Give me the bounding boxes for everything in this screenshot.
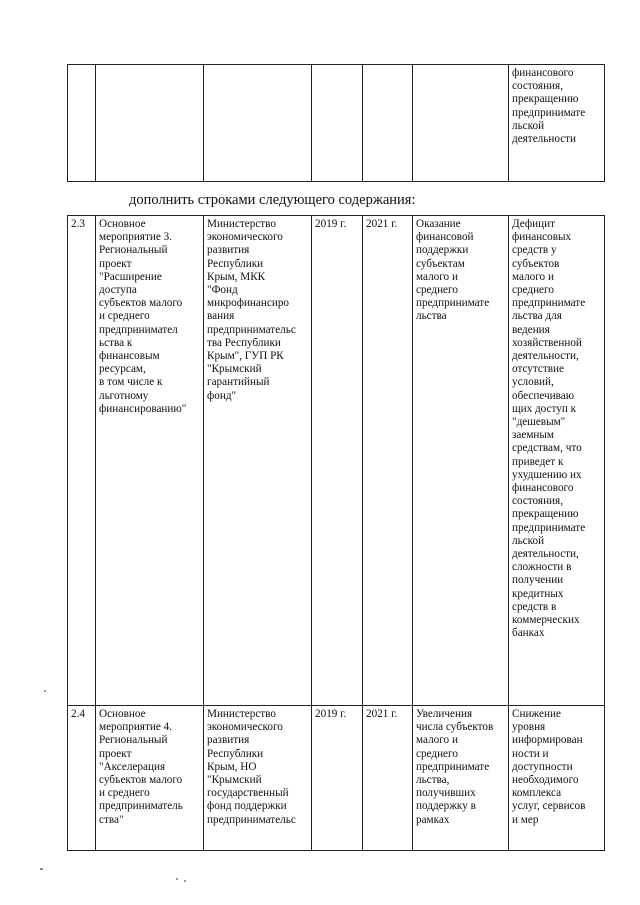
text-line: проект [99,257,132,270]
table-row [68,65,605,182]
text-line: предпринимате [416,297,490,310]
text-line: кредитных [512,587,564,600]
text-line: предпринимате [416,760,490,773]
text-line: щих доступ к [512,402,577,415]
text-line: состояния, [512,80,563,93]
text-line: льства для [512,310,562,323]
scan-speck [184,880,186,882]
cell-consequence [509,706,605,851]
text-line: предпринимательс [207,323,296,336]
text-line: деятельности [512,133,577,146]
text-line: комплекса [512,787,562,800]
text-line: хозяйственной [512,336,582,349]
text-line: финансового [512,67,574,79]
intro-paragraph: дополнить строками следующего содержания: [129,192,416,208]
text-line: предпринимате [512,521,586,534]
text-line: "Крымский [207,363,262,376]
cell-start [312,65,363,182]
scan-speck [40,868,43,870]
text-line: рамках [416,813,450,826]
text-line: развития [207,244,250,257]
text-line: Основное [99,218,146,230]
text-line: "Акселерация [99,760,166,773]
text-line: Основное [99,708,146,720]
table-row [68,706,605,851]
text-line: государственный [207,787,289,800]
text-line: деятельности, [512,548,579,561]
text-line: получивших [416,787,476,800]
text-line: финансовым [99,350,160,363]
text-line: ведения [512,323,550,336]
text-line: фонд поддержки [207,800,287,813]
text-line: банках [512,627,545,640]
text-line: обеспечиваю [512,389,575,402]
cell-start: 2019 г. [312,216,363,706]
cell-num: 2.4 [68,706,96,851]
cell-executor [204,216,312,706]
text-line: коммерческих [512,614,580,627]
text-line: льства [416,310,447,323]
scan-speck [176,878,178,880]
text-line: уровня [512,721,546,734]
text-line: заемным [512,429,555,442]
text-line: предпринимательс [207,813,296,826]
text-line: и среднего [99,787,150,800]
cell-num [68,65,96,182]
text-line: средств у [512,244,557,257]
text-line: финансового [512,482,574,495]
text-line: необходимого [512,774,579,787]
text-line: Республики [207,257,264,270]
text-line: деятельности, [512,350,579,363]
text-line: Оказание [416,218,461,230]
text-line: среднего [416,284,458,297]
text-line: мероприятие 3. [99,231,172,244]
text-line: субъектам [416,257,465,270]
cell-num: 2.3 [68,216,96,706]
text-line: мероприятие 4. [99,721,172,734]
text-line: средствам, что [512,442,582,455]
cell-event [96,706,204,851]
text-line: Региональный [99,734,168,747]
cell-consequence [509,65,605,182]
text-line: ухудшению их [512,468,582,481]
text-line: состояния, [512,495,563,508]
text-line: Увеличения [416,708,473,720]
text-line: предпринимател [99,323,178,336]
text-line: среднего [416,747,458,760]
text-line: ства" [99,813,124,826]
text-line: Министерство [207,708,276,720]
text-line: Крым, МКК [207,270,266,283]
text-line: отсутствие [512,363,564,376]
text-line: микрофинансиро [207,297,290,310]
text-line: поддержку в [416,800,476,813]
table-row [68,216,605,706]
text-line: Крым", ГУП РК [207,350,284,363]
text-line: финансированию" [99,402,187,415]
cell-consequence [509,216,605,706]
text-line: Дефицит [512,218,555,230]
text-line: гарантийный [207,376,270,389]
text-line: в том числе к [99,376,163,389]
cell-result [413,216,509,706]
text-line: ности и [512,747,549,760]
text-line: субъектов малого [99,297,183,310]
text-line: и среднего [99,310,150,323]
text-line: финансовых [512,231,572,244]
cell-result [413,706,509,851]
cell-end: 2021 г. [363,706,413,851]
text-line: предприниматель [99,800,183,813]
cell-start: 2019 г. [312,706,363,851]
text-line: "Крымский [207,774,262,787]
cell-event [96,216,204,706]
text-line: Снижение [512,708,561,720]
text-line: ьства к [99,336,133,349]
text-line: льской [512,119,545,132]
text-line: малого и [512,270,554,283]
text-line: условий, [512,376,554,389]
text-line: Крым, НО [207,760,257,773]
text-line: ресурсам, [99,363,146,376]
text-line: экономического [207,231,283,244]
scan-speck [44,690,46,692]
text-line: льготному [99,389,149,402]
cell-executor [204,706,312,851]
text-line: услуг, сервисов [512,800,586,813]
text-line: проект [99,747,132,760]
text-line: финансовой [416,231,474,244]
text-line: развития [207,734,250,747]
text-line: предпринимате [512,297,586,310]
text-line: малого и [416,270,458,283]
text-line: "Фонд [207,284,238,297]
text-line: субъектов [512,257,560,270]
text-line: льской [512,534,545,547]
table-continuation [67,64,605,182]
text-line: поддержки [416,244,469,257]
cell-end [363,65,413,182]
text-line: Региональный [99,244,168,257]
text-line: "Расширение [99,270,162,283]
text-line: числа субъектов [416,721,494,734]
text-line: предпринимате [512,106,586,119]
text-line: малого и [416,734,458,747]
cell-executor [204,65,312,182]
text-line: "дешевым" [512,416,566,429]
text-line: вания [207,310,235,323]
text-line: информирован [512,734,583,747]
cell-end: 2021 г. [363,216,413,706]
cell-event [96,65,204,182]
text-line: экономического [207,721,283,734]
text-line: получении [512,574,564,587]
text-line: Республики [207,747,264,760]
text-line: прекращению [512,508,579,521]
text-line: Министерство [207,218,276,230]
text-line: доступа [99,284,137,297]
text-line: льства, [416,774,450,787]
text-line: прекращению [512,93,579,106]
text-line: среднего [512,284,554,297]
text-line: тва Республики [207,336,281,349]
text-line: приведет к [512,455,564,468]
events-table [67,215,605,851]
text-line: доступности [512,760,573,773]
text-line: и мер [512,813,539,826]
cell-result [413,65,509,182]
text-line: сложности в [512,561,572,574]
text-line: фонд" [207,389,237,402]
text-line: субъектов малого [99,774,183,787]
text-line: средств в [512,600,557,613]
